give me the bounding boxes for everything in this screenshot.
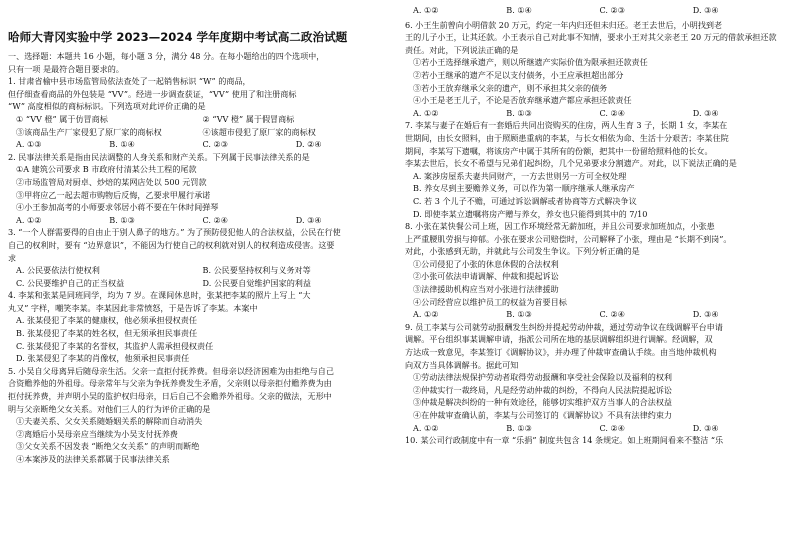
statement: ③该商品生产厂家侵犯了原厂家的商标权 (16, 126, 162, 137)
statement: ①A 建筑公司要求 B 市政府付清某公共工程的尾款 (16, 164, 197, 175)
choice-d: D. ③④ (692, 309, 719, 320)
question-stem-line: 丸又” 字样，嘲笑李某。李某因此非常愤怒，于是告诉了李某。本案中 (8, 302, 258, 313)
choice-c: C. 公民要维护自己的正当权益 (16, 277, 125, 288)
choice-c: C. ②④ (599, 107, 626, 118)
statement: ①夫妻关系、父女关系随婚姻关系的解除而自动消失 (16, 416, 203, 427)
statement: ④该超市侵犯了原厂家的商标权 (202, 126, 316, 137)
choice-b: B. 张某侵犯了李某的姓名权，但无须承担民事责任 (16, 328, 198, 339)
question-3 (8, 226, 389, 289)
question-stem-line: “W” 高度相似的商标标识。下列选项对此评价正确的是 (8, 101, 206, 112)
question-stem-line: 调解。平台组织事某调解申请，指派公司所在地的基层调解组织进行调解。经调解，双 (405, 334, 713, 345)
choice-b: B. 公民要坚持权利与义务对等 (202, 265, 311, 276)
question-stem-line: 责任。对此，下列说法正确的是 (405, 44, 519, 55)
question-stem-line: 向双方当具体调解书。据此可知 (405, 359, 519, 370)
choice-d: D. ③④ (295, 214, 322, 225)
statement: ③父女关系不因发表 “断绝父女关系” 的声明而断绝 (16, 441, 200, 452)
statement-row (8, 113, 389, 126)
question-4 (8, 289, 389, 365)
statement: ③若小王放弃继承父亲的遗产，则不承担其父亲的债务 (413, 82, 608, 93)
choice-d: D. ③④ (692, 5, 719, 15)
question-stem-line: 方达成一致意见，李某签订《调解协议》，并办理了仲裁审查确认手续。由当地仲裁机构 (405, 347, 717, 358)
choice-c: C. 张某侵犯了李某的名誉权，其监护人需承担侵权责任 (16, 340, 214, 351)
question-stem-line: 求 (8, 252, 17, 263)
answer-choices (405, 4, 786, 17)
exam-title: 哈师大青冈实验中学 2023—2024 学年度期中考试高二政治试题 (8, 30, 348, 44)
statement: ①劳动法律法规保护劳动者取得劳动报酬和享受社会保险以及福利的权利 (413, 372, 673, 383)
choice-c: C. ②④ (599, 422, 626, 433)
choice-c: C. ②③ (202, 139, 229, 150)
answer-choices (405, 107, 786, 120)
choice-a: A. ①② (413, 5, 439, 15)
question-stem-line: 6. 小王生前曾向小明借款 20 万元，约定一年内归还但未归还。老王去世后，小明找到老 (405, 19, 723, 30)
answer-row (8, 264, 389, 277)
choice-a: A. ①② (413, 422, 439, 433)
answer-choices (8, 214, 389, 227)
choice-b: B. ①④ (506, 5, 532, 15)
statement: ①公司侵犯了小张的休息休假的合法权利 (413, 258, 559, 269)
choice-b: B. ①③ (109, 214, 135, 225)
choice-d: D. 公民要自觉维护国家的利益 (202, 277, 311, 288)
choice-b: B. ①③ (506, 107, 532, 118)
question-stem-line: 7. 李某与妻子在婚后有一套婚后共同出资购买的住房，两人生育 3 子，长期 1 女，李某在 (405, 120, 728, 131)
left-column (8, 4, 397, 560)
choice-d: D. 张某侵犯了李某的肖像权，他须承担民事责任 (16, 353, 190, 364)
question-stem-line: 李某去世后，长女不希望与兄弟们起纠纷，几个兄弟要求分割遗产。对此，以下说法正确的是 (405, 158, 737, 169)
choice-b: B. ①③ (506, 309, 532, 320)
question-stem-line: 世期间，由长女照料，由于照顾患重病的李某，与长女相依为命、生活十分艰苦；李某住院 (405, 132, 729, 143)
answer-choices (8, 138, 389, 151)
answer-row (8, 277, 389, 290)
question-stem-line: 9. 员工李某与公司就劳动报酬发生纠纷并提起劳动仲裁，通过劳动争议在线调解平台申请 (405, 321, 723, 332)
choice-d: D. ②④ (295, 139, 322, 150)
question-stem-line: 3. “一个人群需要得的自由止于别人鼻子的地方。” 为了预防侵犯他人的合法权益，公民在行使 (8, 227, 341, 238)
statement: ② “VV 橙” 属于假冒商标 (202, 113, 295, 124)
question-7 (405, 119, 786, 220)
statement: ④小王参加高考的小师要求邻居小蒋不要在午休时间弹琴 (16, 202, 219, 213)
question-10 (405, 434, 786, 447)
statement: ④本案涉及的法律关系都属于民事法律关系 (16, 454, 170, 464)
choice-c: C. ②③ (599, 5, 626, 15)
statement: ①若小王选择继承遗产，则以所继遗产实际价值为限承担还款责任 (413, 57, 648, 68)
question-9 (405, 321, 786, 434)
choice-a: A. ①② (16, 214, 42, 225)
section-intro-line: 一、选择题：本题共 16 小题，每小题 3 分，满分 48 分。在每小题给出的四个选项中， (8, 51, 325, 61)
question-stem-line: 但仔细查看商品的外包装是 “VV”。经进一步调查获证，“VV” 使用了和注册商标 (8, 88, 297, 99)
statement: ②若小王继承的遗产不足以支付债务，小王应承担超出部分 (413, 69, 624, 80)
choice-d: D. ③④ (692, 107, 719, 118)
choice-a: A. 张某侵犯了李某的健康权，他必须承担侵权责任 (16, 315, 197, 326)
question-stem-line: 期间，李某写下遗嘱，将该房产中属于其所有的份额，把其中一份留给照料他的长女。 (405, 145, 713, 156)
section-intro-line: 只有一项 是最符合题目要求的。 (8, 63, 124, 74)
statement: ④小王是老王儿子，不论是否放弃继承遗产都应承担还款责任 (413, 95, 632, 106)
question-stem-line: 1. 甘肃省榆中县市场监管局依法查处了一起销售标识 “W” 的商品， (8, 76, 251, 87)
statement-row (8, 126, 389, 139)
choice-c: C. 若 3 个儿子不赡，可通过诉讼调解或者协商等方式解决争议 (413, 195, 637, 206)
statement: ②小张可依法申请调解、仲裁和提起诉讼 (413, 271, 559, 282)
question-stem-line: 2. 民事法律关系是指由民法调整的人身关系和财产关系。下列属于民事法律关系的是 (8, 151, 310, 162)
choice-c: C. ②④ (599, 309, 626, 320)
question-stem-line: 10. 某公司行政制度中有一章 “乐捐” 制度共包含 14 条规定。如上班期间看来不整洁 “乐 (405, 435, 724, 446)
question-2 (8, 151, 389, 227)
choice-a: A. ①③ (16, 139, 42, 150)
choice-b: B. ①③ (506, 422, 532, 433)
question-stem-line: 上严重腰肌劳损与抑郁。小张在要求公司赔偿时，公司解释了小张，理由是 “长期不到岗”。 (405, 233, 732, 244)
question-stem-line: 拒付抚养费，并声明小吴的监护权归母亲，日后自己不会赡养外祖母。父亲的做法，无形中 (8, 391, 332, 402)
statement: ③法律援助机构应当对小张进行法律援助 (413, 284, 559, 295)
question-stem-line: 明与父亲断绝父女关系。对他们三人的行为评价正确的是 (8, 403, 211, 414)
question-6 (405, 19, 786, 120)
right-column (397, 4, 786, 560)
statement: ③甲将应乙一起去超市购物后反悔，乙要求甲履行承诺 (16, 189, 211, 200)
choice-a: A. ①② (413, 309, 439, 320)
question-5 (8, 365, 389, 466)
question-stem-line: 对此，小张感到无助，并就此与公司发生争议。下列分析正确的是 (405, 246, 640, 257)
choice-d: D. 即使李某立遗嘱将房产赠与养女，养女也只能得到其中的 7/10 (413, 208, 648, 219)
question-stem-line: 4. 李某和张某是同班同学，均为 7 岁。在课间休息时，张某把李某的照片上写上 “大 (8, 290, 311, 301)
choice-b: B. 养女尽到主要赡养义务，可以作为第一顺序继承人继承房产 (413, 183, 635, 194)
choice-a: A. ①② (413, 107, 439, 118)
question-stem-line: 5. 小吴自父母离异后随母亲生活。父亲一直拒付抚养费。但母亲以经济困难为由拒绝与自己 (8, 365, 334, 376)
choice-b: B. ①④ (109, 139, 135, 150)
question-stem-line: 王的儿子小王，让其还款。小王表示自己对此事不知情，要求小王对其父亲老王 20 万元的借款承担还款 (405, 32, 777, 43)
question-stem-line: 自己的权利时，要有 “边界意识”，不能因为行使自己的权利就对别人的权利造成侵害。这要 (8, 239, 335, 250)
question-8 (405, 220, 786, 321)
choice-a: A. 案涉房屋系夫妻共同财产，一方去世则另一方可全权处理 (413, 170, 627, 181)
answer-choices (405, 422, 786, 435)
question-1 (8, 75, 389, 151)
statement: ① “VV 橙” 属于仿冒商标 (16, 113, 108, 124)
statement: ④在仲裁审查确认前，李某与公司签订的《调解协议》不具有法律约束力 (413, 410, 673, 420)
answer-choices (405, 308, 786, 321)
question-stem-line: 8. 小张在某快餐公司上班，因工作环境经常无薪加班，并且公司要求加班加点，小张患 (405, 221, 715, 232)
choice-c: C. ②④ (202, 214, 229, 225)
question-stem-line: 合资赡养他的外祖母。母亲常年与父亲为争抚养费发生矛盾，父亲则以母亲拒付赡养费为由 (8, 378, 332, 389)
statement: ②市场监管局对厨卓、炒焙的某网店处以 500 元罚款 (16, 176, 207, 187)
statement: ③仲裁是解决纠纷的一种有效途径，能够切实维护双方当事人的合法权益 (413, 397, 673, 408)
choice-a: A. 公民要依法行使权利 (16, 265, 100, 276)
statement: ②离婚后小吴母亲应当继续为小吴支付抚养费 (16, 428, 178, 439)
statement: ④公司经营应以维护员工的权益为首要目标 (413, 296, 567, 307)
choice-d: D. ③④ (692, 422, 719, 433)
statement: ②仲裁实行一裁终局，凡是经劳动仲裁的纠纷，不得向人民法院提起诉讼 (413, 384, 673, 395)
